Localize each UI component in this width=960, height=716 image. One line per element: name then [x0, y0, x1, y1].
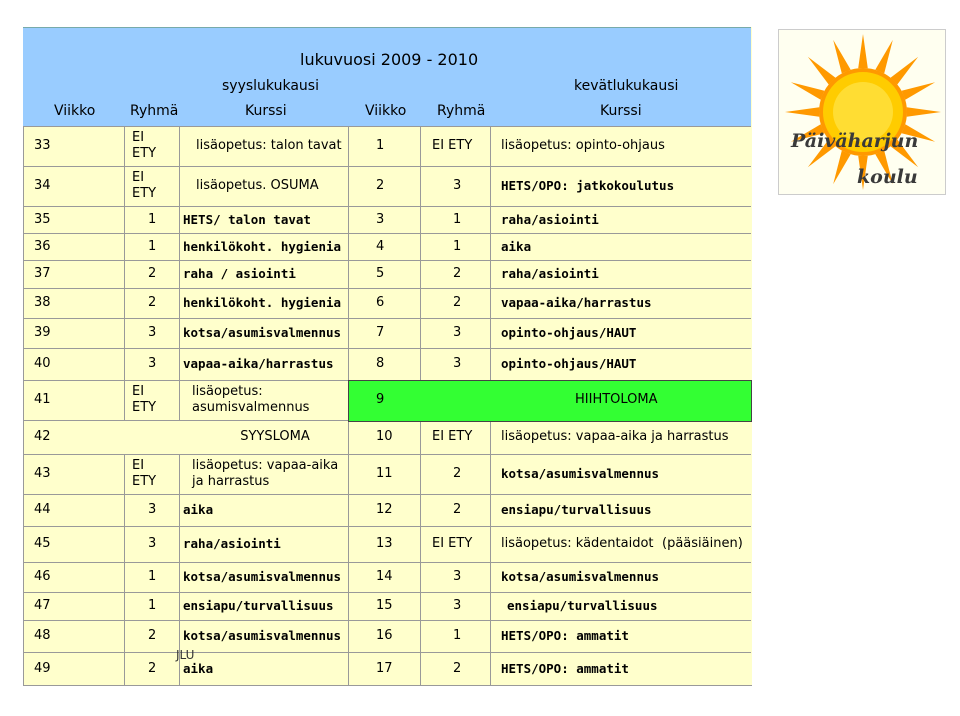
- week-number: 37: [34, 266, 51, 281]
- course-cell-spring: lisäopetus: opinto-ohjaus: [501, 138, 665, 153]
- group-cell: 2: [148, 266, 157, 281]
- group-cell-spring: 1: [453, 211, 462, 227]
- week-number: 41: [34, 392, 51, 407]
- course-cell: raha / asiointi: [183, 266, 296, 281]
- week-number: 44: [34, 502, 51, 517]
- logo-subtitle: koulu: [857, 166, 918, 188]
- week-number: 46: [34, 569, 51, 584]
- course-cell: lisäopetus: vapaa-aika ja harrastus: [192, 458, 339, 489]
- group-cell: 1: [148, 569, 157, 584]
- group-cell-spring: EI ETY: [432, 429, 473, 444]
- course-cell: ensiapu/turvallisuus: [183, 598, 334, 613]
- sun-ray: [891, 57, 919, 85]
- week-number: 36: [34, 238, 51, 254]
- group-cell: 3: [148, 356, 157, 371]
- group-cell-spring: 2: [453, 295, 462, 310]
- header-kurssi-spring: Kurssi: [600, 103, 642, 119]
- course-cell-spring: kotsa/asumisvalmennus: [501, 569, 660, 584]
- week-number-spring: 7: [376, 325, 385, 340]
- week-number: 48: [34, 628, 51, 643]
- week-number-spring: 14: [376, 569, 393, 584]
- week-number: 47: [34, 598, 51, 613]
- group-cell-spring: 2: [453, 466, 462, 481]
- course-cell-spring: lisäopetus: kädentaidot: [501, 536, 654, 551]
- sun-ray: [808, 57, 836, 85]
- week-number: 39: [34, 325, 51, 340]
- week-number-spring: 12: [376, 502, 393, 517]
- course-cell-spring: kotsa/asumisvalmennus: [501, 466, 660, 481]
- week-number-spring: 17: [376, 660, 393, 676]
- course-cell-spring: opinto-ohjaus/HAUT: [501, 325, 637, 340]
- header-kurssi: Kurssi: [245, 103, 287, 119]
- course-cell: aika: [183, 502, 214, 517]
- sun-ray: [902, 82, 936, 100]
- course-cell-spring: HETS/OPO: jatkokoulutus: [501, 178, 675, 193]
- course-cell-spring: ensiapu/turvallisuus: [501, 502, 652, 517]
- group-cell-spring: 3: [453, 598, 462, 613]
- week-number-spring: 6: [376, 295, 385, 310]
- group-cell: EI ETY: [132, 170, 157, 201]
- week-number-spring: 13: [376, 536, 393, 551]
- group-cell: 3: [148, 536, 157, 551]
- course-cell: SYYSLOMA: [240, 429, 310, 444]
- course-cell-spring: vapaa-aika/harrastus: [501, 295, 652, 310]
- group-cell-spring: 1: [453, 238, 462, 254]
- course-cell-spring: raha/asiointi: [501, 211, 599, 227]
- group-cell: 2: [148, 628, 157, 643]
- course-cell-spring: HETS/OPO: ammatit: [501, 628, 629, 643]
- week-number-spring: 15: [376, 598, 393, 613]
- course-cell-spring: opinto-ohjaus/HAUT: [501, 356, 637, 371]
- week-number: 34: [34, 178, 51, 193]
- course-cell: kotsa/asumisvalmennus: [183, 628, 342, 643]
- course-cell-spring: lisäopetus: vapaa-aika ja harrastus: [501, 429, 729, 444]
- week-number-spring: 9: [376, 392, 385, 407]
- group-cell-spring: 3: [453, 356, 462, 371]
- week-number-spring: 16: [376, 628, 393, 643]
- course-cell: lisäopetus. OSUMA: [196, 178, 319, 193]
- course-cell: lisäopetus: asumisvalmennus: [192, 384, 310, 415]
- group-cell: EI ETY: [132, 458, 157, 489]
- week-number-spring: 4: [376, 238, 385, 254]
- group-cell: 3: [148, 325, 157, 340]
- group-cell-spring: 2: [453, 502, 462, 517]
- fall-term-label: syyslukukausi: [222, 78, 319, 94]
- week-number: 33: [34, 138, 51, 153]
- sun-ray: [875, 40, 893, 74]
- sun-ray: [833, 151, 851, 185]
- group-cell: EI ETY: [132, 130, 157, 161]
- header-ryhma-spring: Ryhmä: [437, 103, 486, 119]
- group-cell-spring: 3: [453, 325, 462, 340]
- course-cell-spring: HETS/OPO: ammatit: [501, 660, 629, 676]
- course-cell: HETS/ talon tavat: [183, 211, 311, 227]
- header-ryhma: Ryhmä: [130, 103, 179, 119]
- week-number: 49: [34, 660, 51, 676]
- course-cell: kotsa/asumisvalmennus: [183, 569, 342, 584]
- course-cell: henkilökoht. hygienia: [183, 295, 342, 310]
- course-cell: henkilökoht. hygienia: [183, 238, 342, 254]
- sun-ray: [858, 34, 868, 68]
- group-cell-spring: 3: [453, 569, 462, 584]
- course-cell: kotsa/asumisvalmennus: [183, 325, 342, 340]
- holiday-label: HIIHTOLOMA: [575, 392, 658, 407]
- group-cell: 1: [148, 238, 157, 254]
- week-number: 42: [34, 429, 51, 444]
- week-number: 38: [34, 295, 51, 310]
- week-number-spring: 5: [376, 266, 385, 281]
- group-cell-spring: 2: [453, 266, 462, 281]
- stray-text: JLU: [176, 648, 195, 662]
- week-number-spring: 1: [376, 138, 385, 153]
- week-number: 35: [34, 211, 51, 227]
- course-note-spring: (pääsiäinen): [662, 536, 743, 551]
- school-logo: [778, 29, 946, 195]
- week-number-spring: 3: [376, 211, 385, 227]
- week-number-spring: 10: [376, 429, 393, 444]
- sun-ray: [907, 107, 941, 117]
- logo-name: Päiväharjun: [791, 130, 919, 152]
- course-cell-spring: ensiapu/turvallisuus: [507, 598, 658, 613]
- week-number: 43: [34, 466, 51, 481]
- group-cell: 1: [148, 598, 157, 613]
- sun-ray: [785, 107, 819, 117]
- group-cell-spring: 1: [453, 628, 462, 643]
- course-cell: aika: [183, 660, 214, 676]
- group-cell-spring: EI ETY: [432, 138, 473, 153]
- group-cell: 3: [148, 502, 157, 517]
- sun-ray: [791, 82, 825, 100]
- sun-ray: [833, 40, 851, 74]
- page-title: lukuvuosi 2009 - 2010: [300, 50, 479, 69]
- week-number-spring: 2: [376, 178, 385, 193]
- spring-term-label: kevätlukukausi: [574, 78, 679, 94]
- group-cell: 2: [148, 660, 157, 676]
- course-cell: vapaa-aika/harrastus: [183, 356, 334, 371]
- table-header: [23, 27, 751, 127]
- week-number-spring: 8: [376, 356, 385, 371]
- week-number: 40: [34, 356, 51, 371]
- group-cell-spring: EI ETY: [432, 536, 473, 551]
- header-viikko-spring: Viikko: [365, 103, 407, 119]
- course-cell-spring: raha/asiointi: [501, 266, 599, 281]
- week-number-spring: 11: [376, 466, 393, 481]
- header-viikko: Viikko: [54, 103, 96, 119]
- course-cell-spring: aika: [501, 238, 532, 254]
- group-cell-spring: 3: [453, 178, 462, 193]
- week-number: 45: [34, 536, 51, 551]
- group-cell: 1: [148, 211, 157, 227]
- group-cell: 2: [148, 295, 157, 310]
- course-cell: raha/asiointi: [183, 536, 281, 551]
- group-cell-spring: 2: [453, 660, 462, 676]
- course-cell: lisäopetus: talon tavat: [196, 138, 342, 153]
- group-cell: EI ETY: [132, 384, 157, 415]
